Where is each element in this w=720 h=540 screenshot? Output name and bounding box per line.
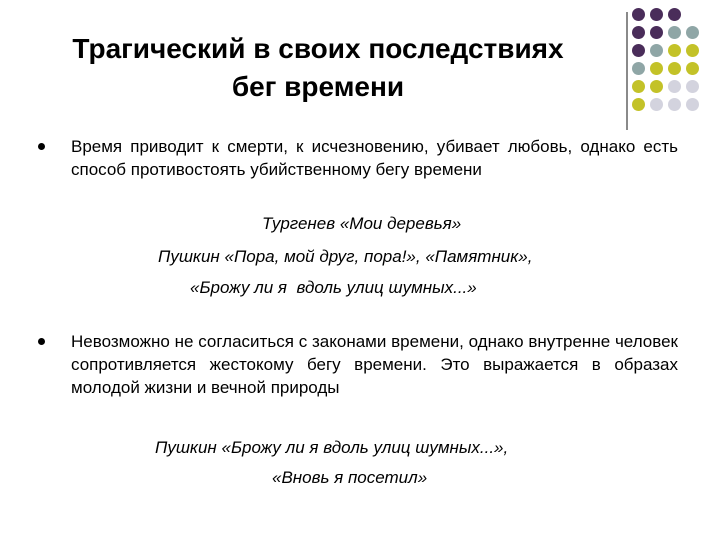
bullet-point-2-text: Невозможно не согласиться с законами времени, однако внутренне человек сопротивляется жестокому бегу времени. Это выражается в образах молодой жизни и вечной природы xyxy=(71,332,678,397)
slide-title-line-2: бег времени xyxy=(231,71,405,102)
decorative-dot xyxy=(632,44,645,57)
decorative-dot xyxy=(632,80,645,93)
reference-line: Пушкин «Пора, мой друг, пора!», «Памятник», xyxy=(158,247,533,266)
slide-title-line-1: Трагический в своих последствиях xyxy=(72,33,564,64)
decorative-dot xyxy=(650,98,663,111)
decorative-dot xyxy=(632,62,645,75)
bullet-point-1-text: Время приводит к смерти, к исчезновению, убивает любовь, однако есть способ противостоять убийственному бегу времени xyxy=(71,137,678,179)
slide-title xyxy=(18,30,618,106)
decorative-dot xyxy=(650,62,663,75)
decorative-dot xyxy=(686,62,699,75)
decorative-dot xyxy=(668,98,681,111)
reference-line: «Вновь я посетил» xyxy=(272,468,428,487)
bullet-icon xyxy=(38,338,45,345)
decorative-dot xyxy=(668,44,681,57)
reference-line: Пушкин «Брожу ли я вдоль улиц шумных...», xyxy=(155,438,509,457)
decorative-dot xyxy=(632,98,645,111)
decorative-dot xyxy=(668,8,681,21)
decorative-dot xyxy=(632,26,645,39)
decorative-dot xyxy=(650,44,663,57)
decorative-divider xyxy=(626,12,628,130)
reference-line: «Брожу ли я вдоль улиц шумных...» xyxy=(190,278,477,297)
decorative-dot xyxy=(632,8,645,21)
bullet-point-1 xyxy=(38,135,678,181)
reference-line: Тургенев «Мои деревья» xyxy=(262,214,462,233)
decorative-dot xyxy=(686,80,699,93)
decorative-dot xyxy=(686,26,699,39)
decorative-dot xyxy=(668,26,681,39)
decorative-dot xyxy=(686,98,699,111)
decorative-dot xyxy=(668,80,681,93)
bullet-icon xyxy=(38,143,45,150)
decorative-dot xyxy=(668,62,681,75)
decorative-dot xyxy=(650,80,663,93)
bullet-point-2 xyxy=(38,330,678,399)
decorative-dot xyxy=(650,26,663,39)
decorative-dot xyxy=(650,8,663,21)
decorative-dot xyxy=(686,44,699,57)
